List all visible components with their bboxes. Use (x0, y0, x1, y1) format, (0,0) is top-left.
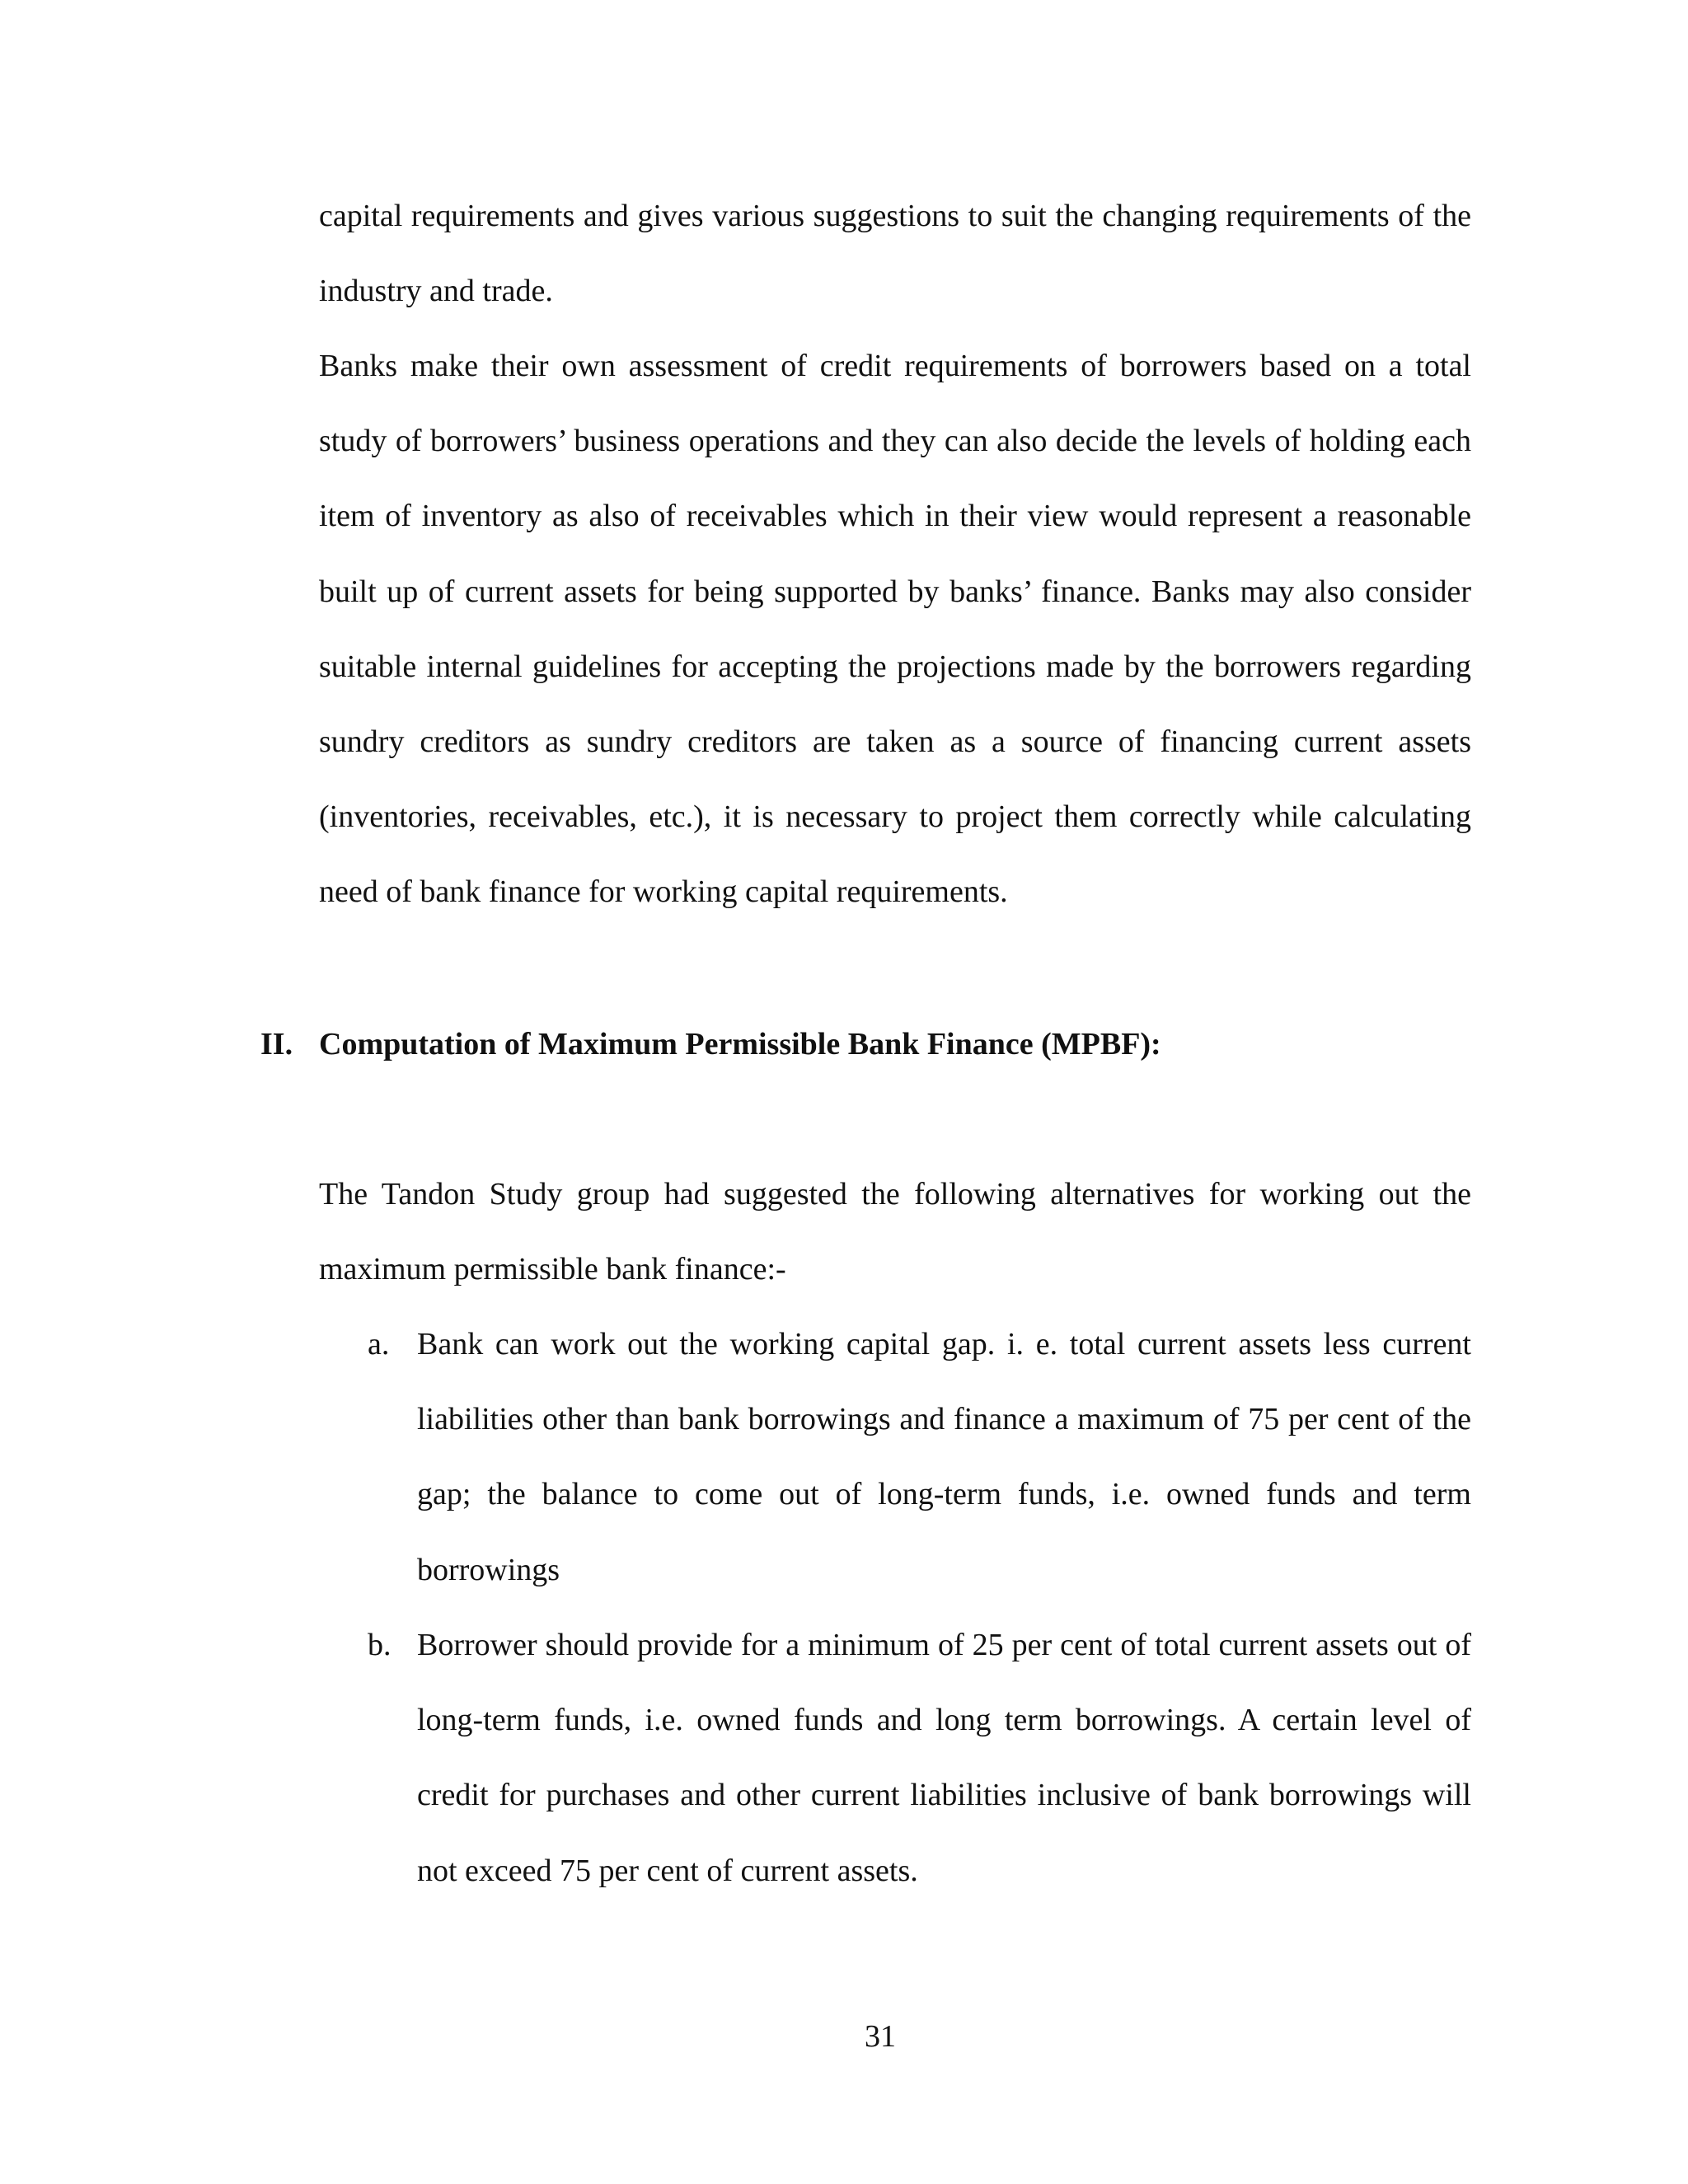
paragraph-continuation: capital requirements and gives various suggestions to suit the changing requirements of the industry and trade. (319, 199, 1471, 309)
list-item-a (368, 1307, 1471, 1608)
section-heading (260, 1007, 1497, 1082)
paragraph-banks-assessment: Banks make their own assessment of credit requirements of borrowers based on a total study of borrowers’ business operations and they can also decide the levels of holding each item of inventory as also of receivables which in their view would represent a reasonable built up of current assets for being supported by banks’ finance. Banks may also consider suitable internal guidelines for accepting the projections made by the borrowers regarding sundry creditors as sundry creditors are taken as a source of financing current assets (inventories, receivables, etc.), it is necessary to project them correctly while calculating need of bank finance for working capital requirements. (319, 349, 1471, 910)
list-item-b (368, 1608, 1471, 1909)
page-number: 31 (865, 2019, 896, 2054)
list-text-a: Bank can work out the working capital gap. i. e. total current assets less current liabilities other than bank borrowings and finance a maximum of 75 per cent of the gap; the balance to come out of long-term funds, i.e. owned funds and term borrowings (417, 1327, 1471, 1587)
section-title: Computation of Maximum Permissible Bank Finance (MPBF): (319, 1027, 1161, 1062)
list-marker-b: b. (368, 1628, 392, 1662)
section-number: II. (260, 1027, 293, 1062)
list-text-b: Borrower should provide for a minimum of 25 per cent of total current assets out of long-term funds, i.e. owned funds and long term borrowings. A certain level of credit for purchases and other current liabilities inclusive of bank borrowings will not exceed 75 per cent of current assets. (417, 1628, 1471, 1888)
paragraph-tandon-intro: The Tandon Study group had suggested the following alternatives for working out the maximum permissible bank finance:- (319, 1177, 1471, 1287)
list-marker-a: a. (368, 1327, 390, 1361)
